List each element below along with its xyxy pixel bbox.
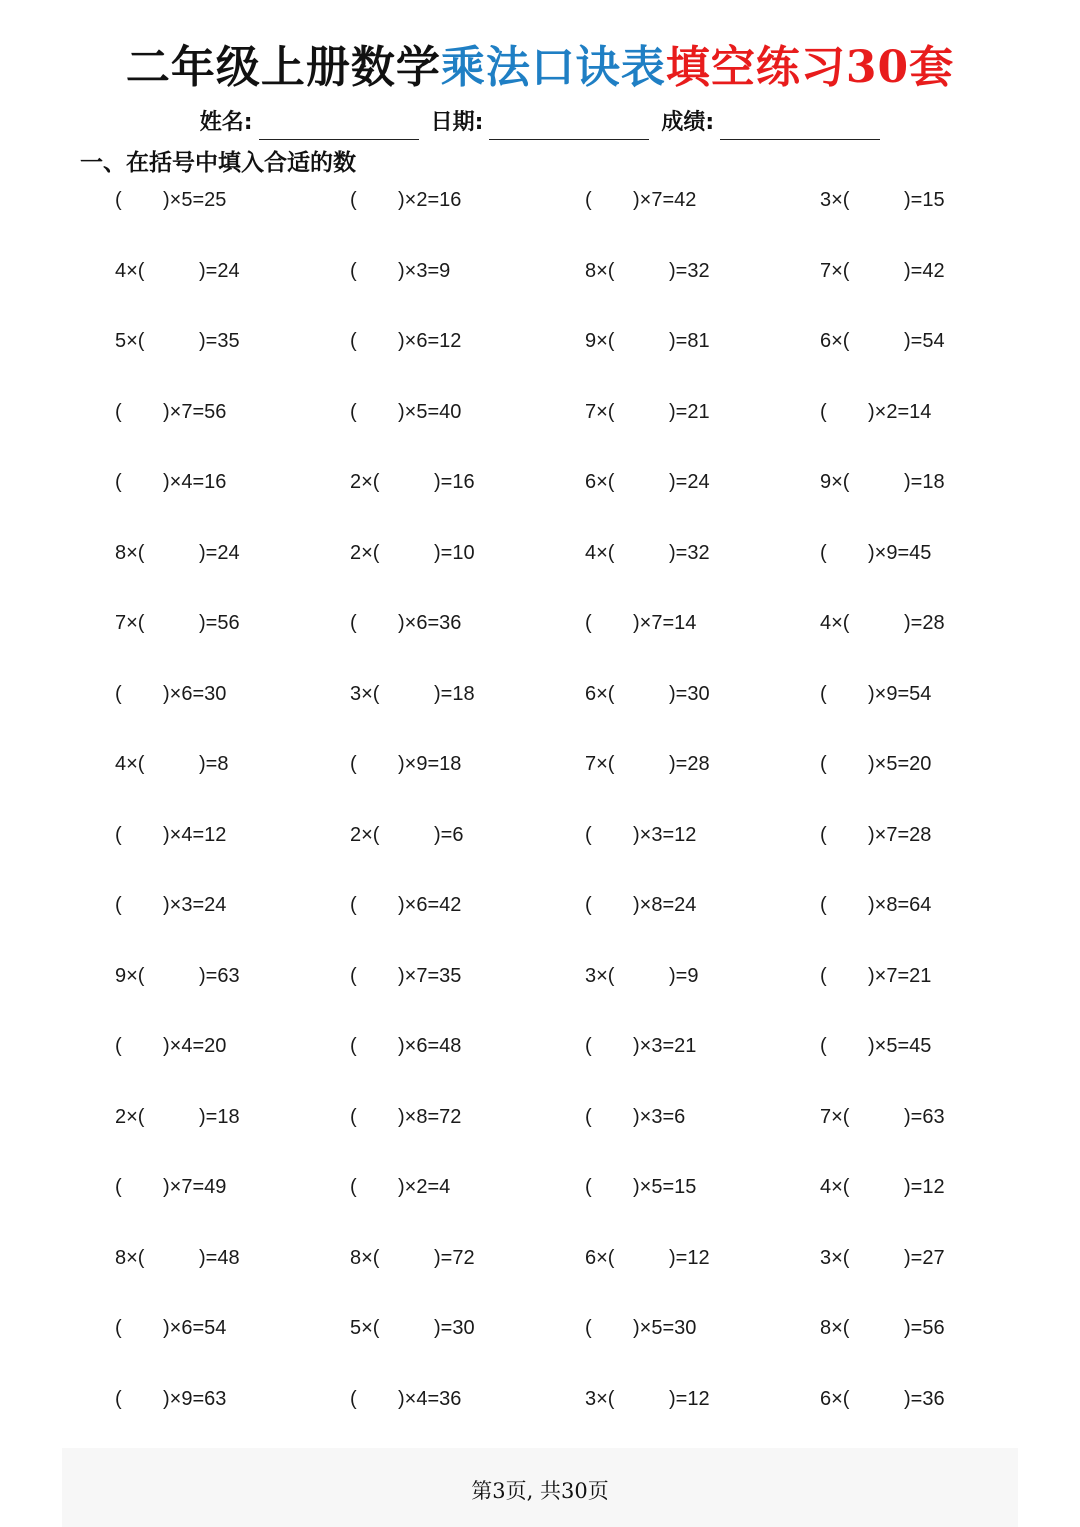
problem-item[interactable] (820, 1238, 1055, 1278)
problem-left-part: ( (350, 1105, 357, 1128)
problem-right-part: )×6=30 (163, 682, 227, 705)
problem-left-part: 8×( (350, 1246, 380, 1269)
problem-right-part: )=18 (434, 682, 475, 705)
problem-right-part: )×4=36 (398, 1387, 462, 1410)
problem-item[interactable] (585, 885, 820, 925)
problem-right-part: )×3=9 (398, 259, 451, 282)
problem-left-part: 8×( (115, 1246, 145, 1269)
problem-row (115, 815, 1055, 886)
problem-left-part: 3×( (585, 1387, 615, 1410)
problem-right-part: )=27 (904, 1246, 945, 1269)
problem-right-part: )×7=49 (163, 1176, 227, 1198)
problem-right-part: )=15 (904, 189, 945, 211)
problem-row (115, 1097, 1055, 1168)
problem-item[interactable] (350, 744, 585, 784)
problem-item[interactable] (115, 1238, 350, 1278)
date-blank-line[interactable] (489, 117, 649, 140)
problem-right-part: )=12 (904, 1176, 945, 1198)
problem-right-part: )×9=63 (163, 1387, 227, 1410)
problem-left-part: 2×( (115, 1105, 145, 1128)
title-part-topic: 乘法口诀表 (440, 42, 666, 93)
problem-item[interactable] (115, 321, 350, 361)
name-blank-line[interactable] (259, 117, 419, 140)
name-label: 姓名: (199, 110, 253, 135)
problem-right-part: )=28 (904, 612, 945, 634)
problem-right-part: )=35 (199, 330, 240, 352)
problem-item[interactable] (115, 1308, 350, 1348)
problem-right-part: )=30 (669, 682, 710, 705)
problem-item[interactable] (115, 1097, 350, 1137)
problem-left-part: 8×( (585, 259, 615, 282)
problem-left-part: ( (585, 1176, 592, 1198)
problem-item[interactable] (585, 1026, 820, 1066)
problem-right-part: )=12 (669, 1387, 710, 1410)
problem-item[interactable] (350, 321, 585, 361)
problem-left-part: 2×( (350, 823, 380, 846)
problem-left-part: ( (115, 471, 122, 493)
problem-left-part: ( (585, 1105, 592, 1128)
problem-right-part: )=24 (199, 541, 240, 564)
problem-left-part: ( (115, 1317, 122, 1339)
problem-left-part: 9×( (115, 964, 145, 987)
problem-left-part: 4×( (115, 259, 145, 282)
problem-item[interactable] (115, 1167, 350, 1207)
problem-item[interactable] (115, 674, 350, 714)
problem-item[interactable] (350, 1308, 585, 1348)
problem-item[interactable] (350, 392, 585, 432)
problem-right-part: )×3=24 (163, 894, 227, 916)
problem-item[interactable] (820, 1167, 1055, 1207)
problem-left-part: ( (585, 1035, 592, 1057)
problem-left-part: 2×( (350, 471, 380, 493)
problem-right-part: )×7=21 (868, 964, 932, 987)
problem-item[interactable] (820, 1308, 1055, 1348)
problem-item[interactable] (585, 1308, 820, 1348)
problem-row (115, 533, 1055, 604)
problem-right-part: )=28 (669, 753, 710, 775)
problem-left-part: ( (350, 259, 357, 282)
problem-left-part: 9×( (585, 330, 615, 352)
problem-left-part: ( (350, 1176, 357, 1198)
problem-left-part: 3×( (350, 682, 380, 705)
problem-left-part: ( (820, 682, 827, 705)
problem-left-part: ( (585, 823, 592, 846)
problem-row (115, 321, 1055, 392)
problem-item[interactable] (350, 1026, 585, 1066)
problem-item[interactable] (350, 956, 585, 996)
problem-item[interactable] (115, 815, 350, 855)
problem-right-part: )=48 (199, 1246, 240, 1269)
problem-right-part: )×8=64 (868, 894, 932, 916)
problem-right-part: )×7=35 (398, 964, 462, 987)
problem-right-part: )×4=20 (163, 1035, 227, 1057)
problem-row (115, 885, 1055, 956)
problem-right-part: )=56 (199, 612, 240, 634)
problem-right-part: )×3=21 (633, 1035, 697, 1057)
problem-right-part: )=8 (199, 753, 229, 775)
date-field[interactable] (431, 106, 650, 140)
problem-item[interactable] (585, 321, 820, 361)
problem-right-part: )×5=30 (633, 1317, 697, 1339)
problem-grid (115, 180, 1055, 1449)
problem-left-part: 3×( (585, 964, 615, 987)
problem-left-part: 5×( (115, 330, 145, 352)
problem-left-part: 4×( (115, 753, 145, 775)
problem-left-part: ( (350, 189, 357, 211)
problem-right-part: )×4=12 (163, 823, 227, 846)
problem-right-part: )×3=12 (633, 823, 697, 846)
problem-row (115, 462, 1055, 533)
score-field[interactable] (661, 106, 880, 140)
problem-item[interactable] (350, 1167, 585, 1207)
problem-row (115, 1167, 1055, 1238)
problem-left-part: 7×( (820, 259, 850, 282)
problem-item[interactable] (350, 462, 585, 502)
problem-right-part: )×5=40 (398, 400, 462, 423)
problem-right-part: )=18 (199, 1105, 240, 1128)
problem-left-part: ( (350, 1387, 357, 1410)
problem-right-part: )×5=15 (633, 1176, 697, 1198)
problem-left-part: ( (820, 964, 827, 987)
problem-left-part: 6×( (820, 330, 850, 352)
problem-left-part: 3×( (820, 189, 850, 211)
problem-left-part: ( (115, 1176, 122, 1198)
problem-right-part: )×2=4 (398, 1176, 451, 1198)
problem-left-part: 7×( (585, 753, 615, 775)
problem-left-part: 8×( (820, 1317, 850, 1339)
problem-right-part: )×8=72 (398, 1105, 462, 1128)
problem-left-part: 7×( (115, 612, 145, 634)
problem-left-part: 4×( (820, 612, 850, 634)
problem-right-part: )×9=18 (398, 753, 462, 775)
problem-left-part: ( (115, 189, 122, 211)
problem-item[interactable] (350, 674, 585, 714)
problem-left-part: ( (350, 330, 357, 352)
problem-right-part: )=36 (904, 1387, 945, 1410)
problem-left-part: ( (115, 400, 122, 423)
problem-row (115, 1026, 1055, 1097)
problem-left-part: 7×( (585, 400, 615, 423)
problem-item[interactable] (820, 885, 1055, 925)
problem-item[interactable] (115, 180, 350, 220)
problem-right-part: )×2=14 (868, 400, 932, 423)
problem-left-part: ( (350, 753, 357, 775)
problem-item[interactable] (820, 1097, 1055, 1137)
problem-item[interactable] (350, 1238, 585, 1278)
problem-left-part: 9×( (820, 471, 850, 493)
problem-item[interactable] (585, 180, 820, 220)
problem-left-part: ( (820, 894, 827, 916)
problem-right-part: )=56 (904, 1317, 945, 1339)
problem-right-part: )×7=14 (633, 612, 697, 634)
problem-item[interactable] (820, 956, 1055, 996)
problem-row (115, 251, 1055, 322)
problem-right-part: )=81 (669, 330, 710, 352)
problem-left-part: ( (820, 541, 827, 564)
title-part-grade: 二年级上册数学 (125, 42, 441, 93)
problem-right-part: )×9=45 (868, 541, 932, 564)
problem-left-part: ( (820, 823, 827, 846)
problem-right-part: )×5=25 (163, 189, 227, 211)
problem-item[interactable] (350, 533, 585, 573)
problem-right-part: )=24 (669, 471, 710, 493)
problem-item[interactable] (350, 251, 585, 291)
problem-right-part: )=32 (669, 541, 710, 564)
problem-row (115, 744, 1055, 815)
problem-right-part: )=63 (904, 1105, 945, 1128)
problem-row (115, 180, 1055, 251)
problem-left-part: ( (585, 894, 592, 916)
problem-left-part: 4×( (820, 1176, 850, 1198)
problem-left-part: 6×( (585, 471, 615, 493)
problem-right-part: )=21 (669, 400, 710, 423)
problem-right-part: )=9 (669, 964, 699, 987)
problem-right-part: )×6=48 (398, 1035, 462, 1057)
problem-left-part: 3×( (820, 1246, 850, 1269)
date-label: 日期: (430, 110, 484, 135)
problem-left-part: ( (820, 1035, 827, 1057)
title-part-exercise: 填空练习30套 (665, 42, 955, 93)
problem-item[interactable] (820, 392, 1055, 432)
problem-row (115, 1308, 1055, 1379)
problem-right-part: )=30 (434, 1317, 475, 1339)
problem-item[interactable] (585, 392, 820, 432)
score-label: 成绩: (661, 110, 715, 135)
problem-right-part: )=24 (199, 259, 240, 282)
problem-right-part: )=6 (434, 823, 464, 846)
problem-right-part: )=42 (904, 259, 945, 282)
problem-right-part: )×4=16 (163, 471, 227, 493)
problem-item[interactable] (585, 1097, 820, 1137)
page-number: 第3页, 共30页 (471, 1479, 609, 1503)
problem-left-part: ( (115, 1387, 122, 1410)
problem-left-part: ( (115, 894, 122, 916)
problem-item[interactable] (585, 1379, 820, 1419)
problem-left-part: 4×( (585, 541, 615, 564)
problem-left-part: 8×( (115, 541, 145, 564)
problem-item[interactable] (115, 392, 350, 432)
problem-item[interactable] (820, 462, 1055, 502)
student-info-row (0, 106, 1080, 140)
problem-right-part: )×5=45 (868, 1035, 932, 1057)
problem-right-part: )×7=56 (163, 400, 227, 423)
name-field[interactable] (200, 106, 419, 140)
problem-right-part: )=63 (199, 964, 240, 987)
problem-item[interactable] (820, 1026, 1055, 1066)
problem-row (115, 1238, 1055, 1309)
problem-row (115, 392, 1055, 463)
problem-right-part: )×6=42 (398, 894, 462, 916)
problem-left-part: ( (350, 964, 357, 987)
problem-right-part: )×6=54 (163, 1317, 227, 1339)
problem-left-part: 5×( (350, 1317, 380, 1339)
problem-item[interactable] (820, 815, 1055, 855)
problem-left-part: ( (115, 823, 122, 846)
problem-right-part: )=32 (669, 259, 710, 282)
problem-right-part: )×2=16 (398, 189, 462, 211)
problem-item[interactable] (115, 885, 350, 925)
problem-row (115, 603, 1055, 674)
problem-left-part: ( (820, 400, 827, 423)
problem-item[interactable] (585, 1167, 820, 1207)
problem-right-part: )=18 (904, 471, 945, 493)
problem-item[interactable] (820, 321, 1055, 361)
problem-item[interactable] (820, 603, 1055, 643)
problem-item[interactable] (115, 956, 350, 996)
problem-item[interactable] (820, 251, 1055, 291)
problem-right-part: )×8=24 (633, 894, 697, 916)
problem-item[interactable] (820, 674, 1055, 714)
problem-item[interactable] (350, 885, 585, 925)
problem-item[interactable] (585, 251, 820, 291)
problem-right-part: )×7=28 (868, 823, 932, 846)
problem-right-part: )×7=42 (633, 189, 697, 211)
problem-item[interactable] (585, 744, 820, 784)
problem-left-part: ( (585, 612, 592, 634)
problem-item[interactable] (115, 462, 350, 502)
problem-item[interactable] (585, 533, 820, 573)
problem-item[interactable] (585, 956, 820, 996)
problem-item[interactable] (115, 744, 350, 784)
problem-left-part: ( (350, 400, 357, 423)
section-heading: 一、在括号中填入合适的数 (80, 150, 356, 176)
problem-left-part: 6×( (585, 1246, 615, 1269)
problem-item[interactable] (350, 180, 585, 220)
problem-right-part: )×5=20 (868, 753, 932, 775)
problem-left-part: ( (115, 682, 122, 705)
problem-right-part: )×6=12 (398, 330, 462, 352)
problem-item[interactable] (350, 1097, 585, 1137)
problem-item[interactable] (820, 533, 1055, 573)
problem-right-part: )=10 (434, 541, 475, 564)
worksheet-title (0, 30, 1080, 106)
problem-left-part: ( (585, 1317, 592, 1339)
problem-item[interactable] (585, 1238, 820, 1278)
problem-item[interactable] (350, 815, 585, 855)
problem-left-part: ( (115, 1035, 122, 1057)
problem-item[interactable] (115, 1379, 350, 1419)
problem-right-part: )=16 (434, 471, 475, 493)
problem-left-part: ( (350, 894, 357, 916)
problem-item[interactable] (115, 533, 350, 573)
problem-item[interactable] (115, 603, 350, 643)
problem-right-part: )=54 (904, 330, 945, 352)
problem-item[interactable] (820, 744, 1055, 784)
problem-item[interactable] (585, 603, 820, 643)
problem-left-part: 6×( (820, 1387, 850, 1410)
problem-row (115, 956, 1055, 1027)
problem-right-part: )=72 (434, 1246, 475, 1269)
problem-left-part: ( (350, 1035, 357, 1057)
problem-row (115, 674, 1055, 745)
problem-left-part: ( (350, 612, 357, 634)
problem-item[interactable] (585, 815, 820, 855)
problem-right-part: )×3=6 (633, 1105, 686, 1128)
problem-item[interactable] (820, 1379, 1055, 1419)
problem-item[interactable] (115, 1026, 350, 1066)
problem-right-part: )=12 (669, 1246, 710, 1269)
problem-item[interactable] (350, 603, 585, 643)
problem-left-part: 7×( (820, 1105, 850, 1128)
problem-item[interactable] (585, 462, 820, 502)
score-blank-line[interactable] (720, 117, 880, 140)
problem-item[interactable] (115, 251, 350, 291)
problem-left-part: ( (585, 189, 592, 211)
problem-item[interactable] (820, 180, 1055, 220)
problem-item[interactable] (585, 674, 820, 714)
problem-left-part: 2×( (350, 541, 380, 564)
problem-item[interactable] (350, 1379, 585, 1419)
problem-row (115, 1379, 1055, 1450)
problem-left-part: 6×( (585, 682, 615, 705)
problem-right-part: )×9=54 (868, 682, 932, 705)
problem-right-part: )×6=36 (398, 612, 462, 634)
problem-left-part: ( (820, 753, 827, 775)
